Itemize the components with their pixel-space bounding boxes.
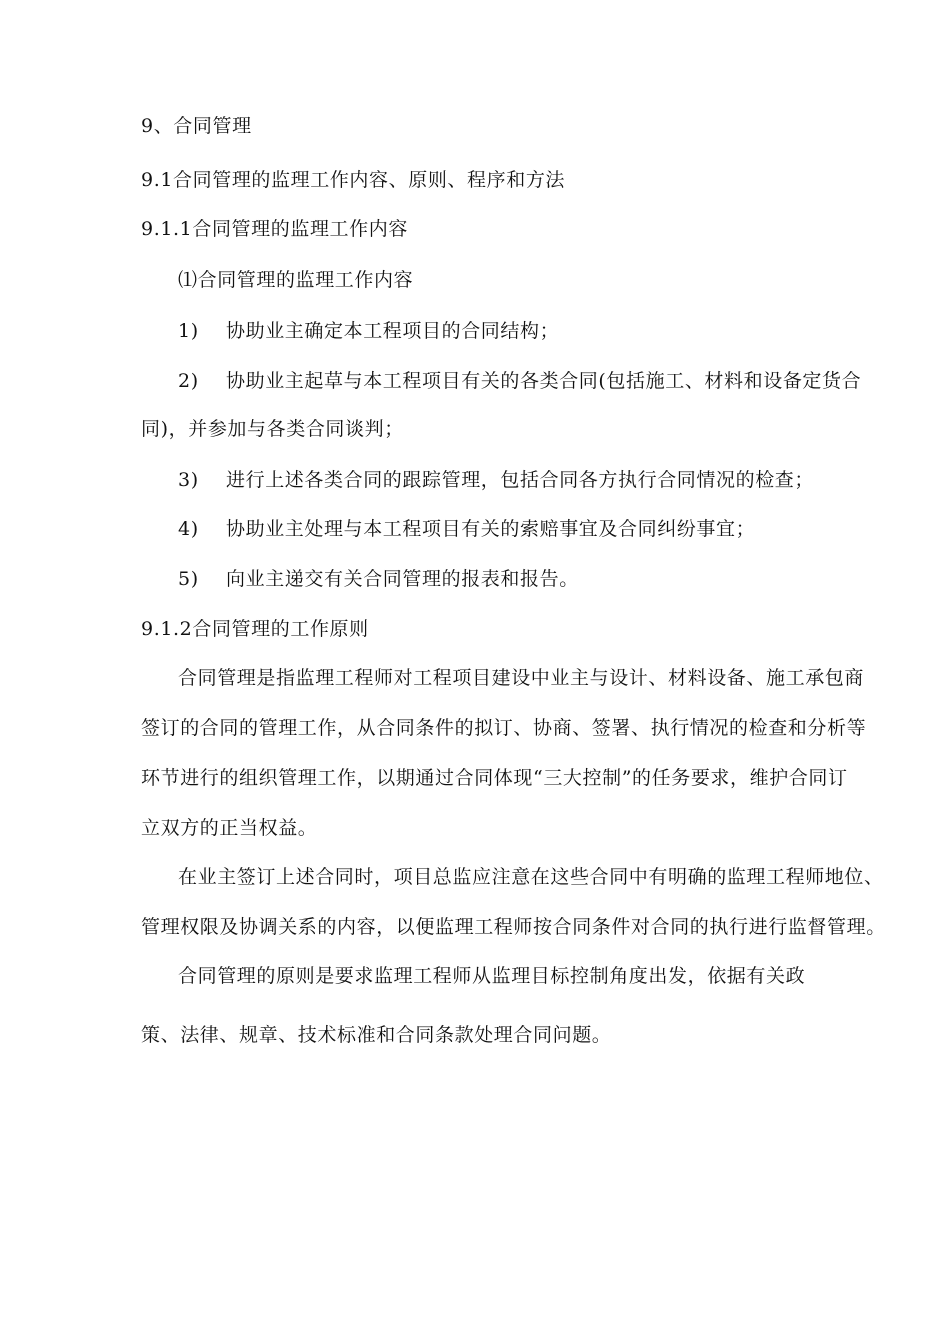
list-item-number: 1): [178, 320, 199, 342]
list-item-text: 进行上述各类合同的跟踪管理，包括合同各方执行合同情况的检查；: [226, 469, 815, 491]
list-item-text: 协助业主起草与本工程项目有关的各类合同(包括施工、材料和设备定货合: [226, 370, 862, 392]
section-heading-9: 9、合同管理: [141, 115, 252, 137]
list-item-text: 协助业主确定本工程项目的合同结构；: [226, 320, 560, 342]
sub-heading-contract-content: ⑴合同管理的监理工作内容: [178, 269, 414, 291]
list-item-text: 向业主递交有关合同管理的报表和报告。: [226, 568, 579, 590]
list-item-1: [178, 318, 559, 344]
list-item-number: 4): [178, 518, 199, 540]
paragraph-3-line-2: 策、法律、规章、技术标准和合同条款处理合同问题。: [141, 1024, 612, 1046]
list-item-number: 3): [178, 469, 199, 491]
list-item-text: 协助业主处理与本工程项目有关的索赔事宜及合同纠纷事宜；: [226, 518, 756, 540]
paragraph-3-line-1: 合同管理的原则是要求监理工程师从监理目标控制角度出发，依据有关政: [178, 965, 806, 987]
list-item-3: [178, 467, 814, 493]
list-item-number: 2): [178, 370, 199, 392]
section-heading-9-1-2: 9.1.2合同管理的工作原则: [141, 618, 369, 640]
paragraph-1-line-4: 立双方的正当权益。: [141, 817, 318, 839]
paragraph-2-line-1: 在业主签订上述合同时，项目总监应注意在这些合同中有明确的监理工程师地位、: [178, 866, 884, 888]
list-item-4: [178, 516, 755, 542]
section-heading-9-1-1: 9.1.1合同管理的监理工作内容: [141, 218, 408, 240]
list-item-5: [178, 566, 579, 592]
section-heading-9-1: 9.1合同管理的监理工作内容、原则、程序和方法: [141, 169, 566, 191]
paragraph-1-line-1: 合同管理是指监理工程师对工程项目建设中业主与设计、材料设备、施工承包商: [178, 667, 865, 689]
list-item-number: 5): [178, 568, 199, 590]
list-item-2-continuation: 同)，并参加与各类合同谈判；: [141, 418, 404, 440]
list-item-2: [178, 368, 861, 394]
paragraph-1-line-2: 签订的合同的管理工作，从合同条件的拟订、协商、签署、执行情况的检查和分析等: [141, 717, 867, 739]
paragraph-2-line-2: 管理权限及协调关系的内容，以便监理工程师按合同条件对合同的执行进行监督管理。: [141, 916, 886, 938]
paragraph-1-line-3: 环节进行的组织管理工作，以期通过合同体现“三大控制”的任务要求，维护合同订: [141, 767, 848, 789]
